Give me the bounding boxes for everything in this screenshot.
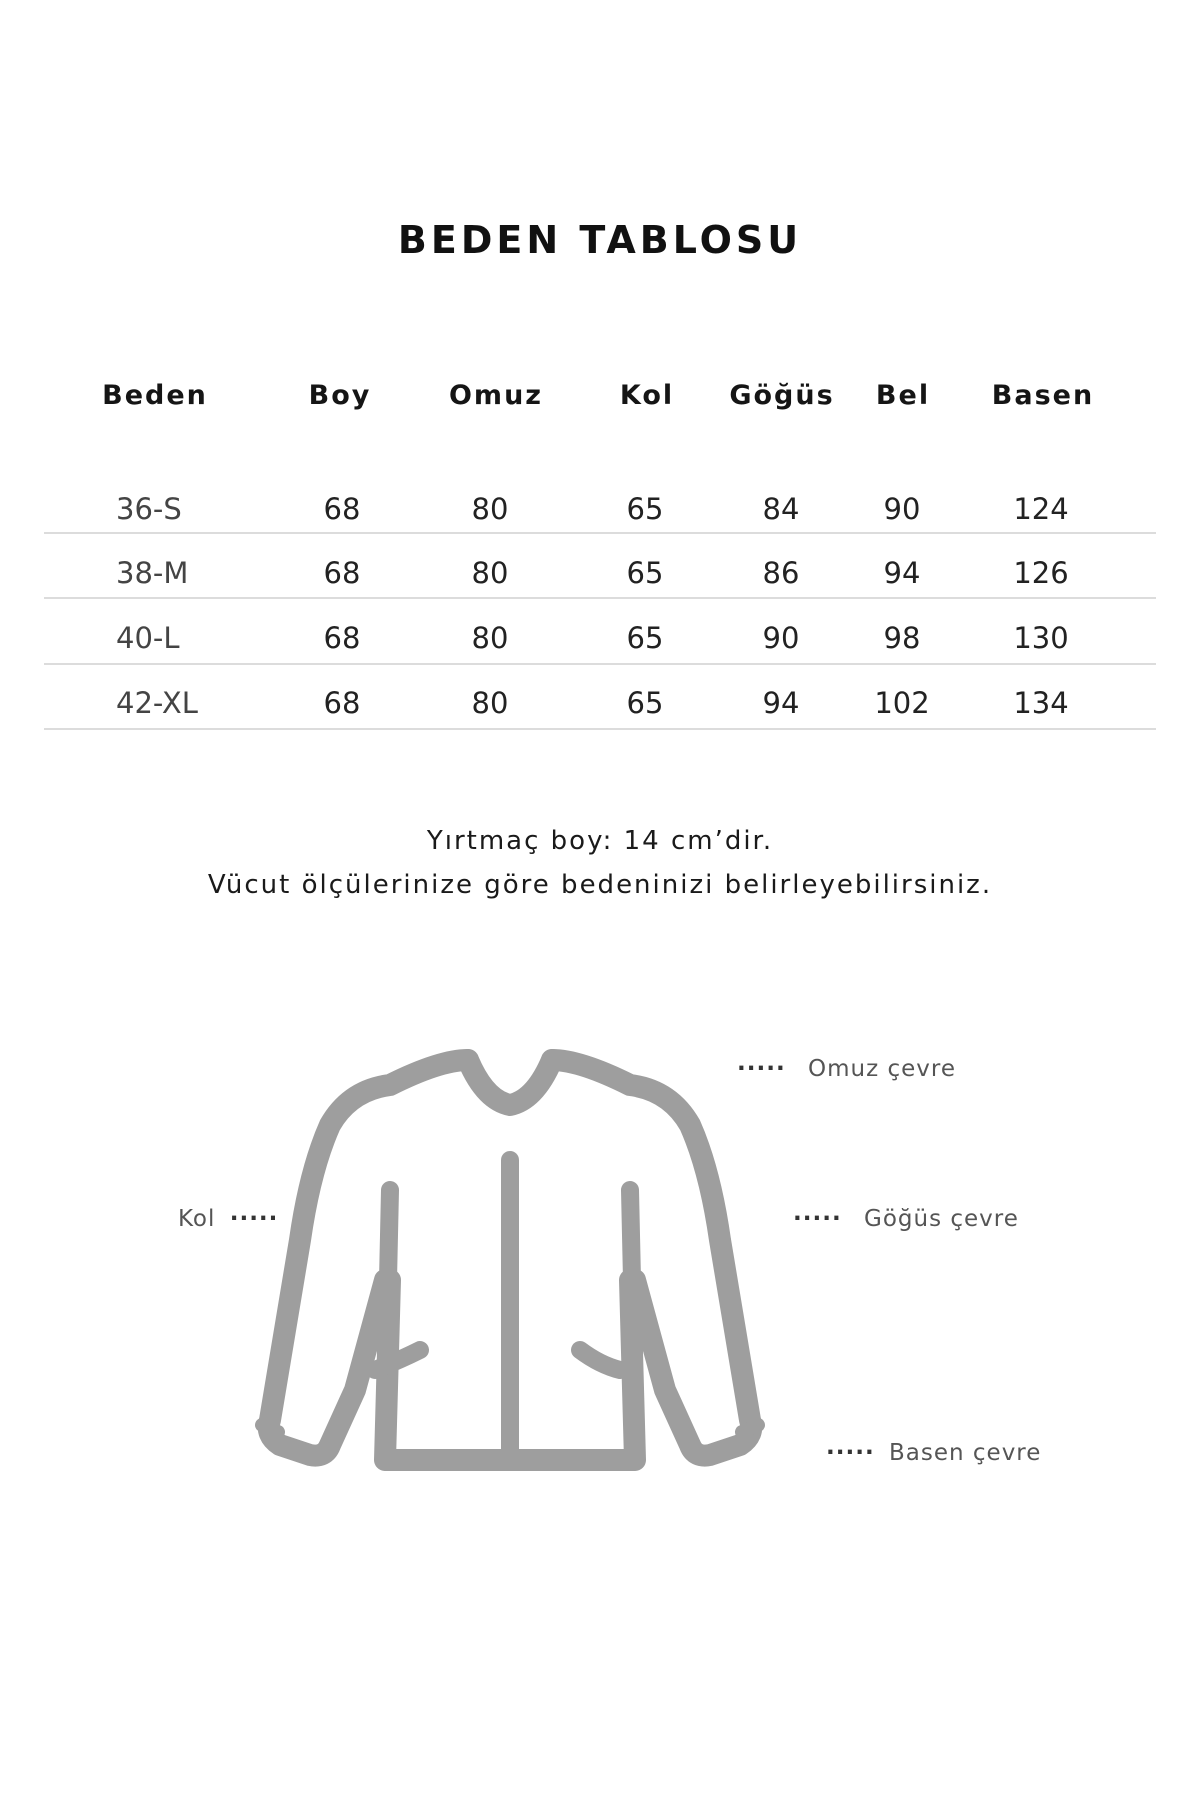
chest-label: Göğüs çevre [864,1206,1019,1232]
hip-label-group [826,1440,1041,1466]
chest-label-group [793,1206,1019,1232]
row-divider [44,532,1156,534]
dotted-leader: ····· [826,1440,875,1466]
header-omuz: Omuz [448,380,544,411]
row-divider [44,597,1156,599]
cell-omuz: 80 [471,492,509,526]
cell-kol: 65 [626,686,664,720]
cell-omuz: 80 [471,556,509,590]
cell-basen: 134 [1013,686,1069,720]
cell-size: 38-M [116,556,189,590]
cell-kol: 65 [626,556,664,590]
cell-kol: 65 [626,492,664,526]
dotted-leader: ····· [737,1056,786,1082]
cell-size: 36-S [116,492,182,526]
cell-gogus: 90 [762,621,800,655]
row-divider [44,728,1156,730]
cell-size: 40-L [116,621,180,655]
cell-kol: 65 [626,621,664,655]
hip-label: Basen çevre [889,1440,1042,1466]
cell-omuz: 80 [471,621,509,655]
cell-gogus: 94 [762,686,800,720]
cell-bel: 90 [883,492,921,526]
row-divider [44,663,1156,665]
cell-omuz: 80 [471,686,509,720]
cell-bel: 102 [874,686,930,720]
slit-length-note: Yırtmaç boy: 14 cm’dir. [426,826,774,856]
dotted-leader: ····· [229,1206,279,1232]
header-kol: Kol [619,380,675,411]
cell-boy: 68 [323,556,361,590]
cell-basen: 126 [1013,556,1069,590]
dotted-leader: ····· [793,1206,842,1232]
sleeve-label: Kol [178,1206,216,1232]
header-beden: Beden [102,380,208,411]
jacket-diagram-icon [240,1040,800,1480]
header-bel: Bel [875,380,931,411]
cell-bel: 94 [883,556,921,590]
cell-basen: 124 [1013,492,1069,526]
table-row [44,478,1154,544]
cell-gogus: 86 [762,556,800,590]
header-boy: Boy [308,380,372,411]
cell-gogus: 84 [762,492,800,526]
cell-basen: 130 [1013,621,1069,655]
cell-boy: 68 [323,492,361,526]
cell-boy: 68 [323,686,361,720]
cell-size: 42-XL [116,686,198,720]
header-gogus: Göğüs [729,380,835,411]
cell-boy: 68 [323,621,361,655]
header-basen: Basen [991,380,1095,411]
cell-bel: 98 [883,621,921,655]
measurement-note: Vücut ölçülerinize göre bedeninizi belirleyebilirsiniz. [207,870,993,900]
shoulder-label: Omuz çevre [808,1056,956,1082]
page-title: BEDEN TABLOSU [397,218,803,262]
